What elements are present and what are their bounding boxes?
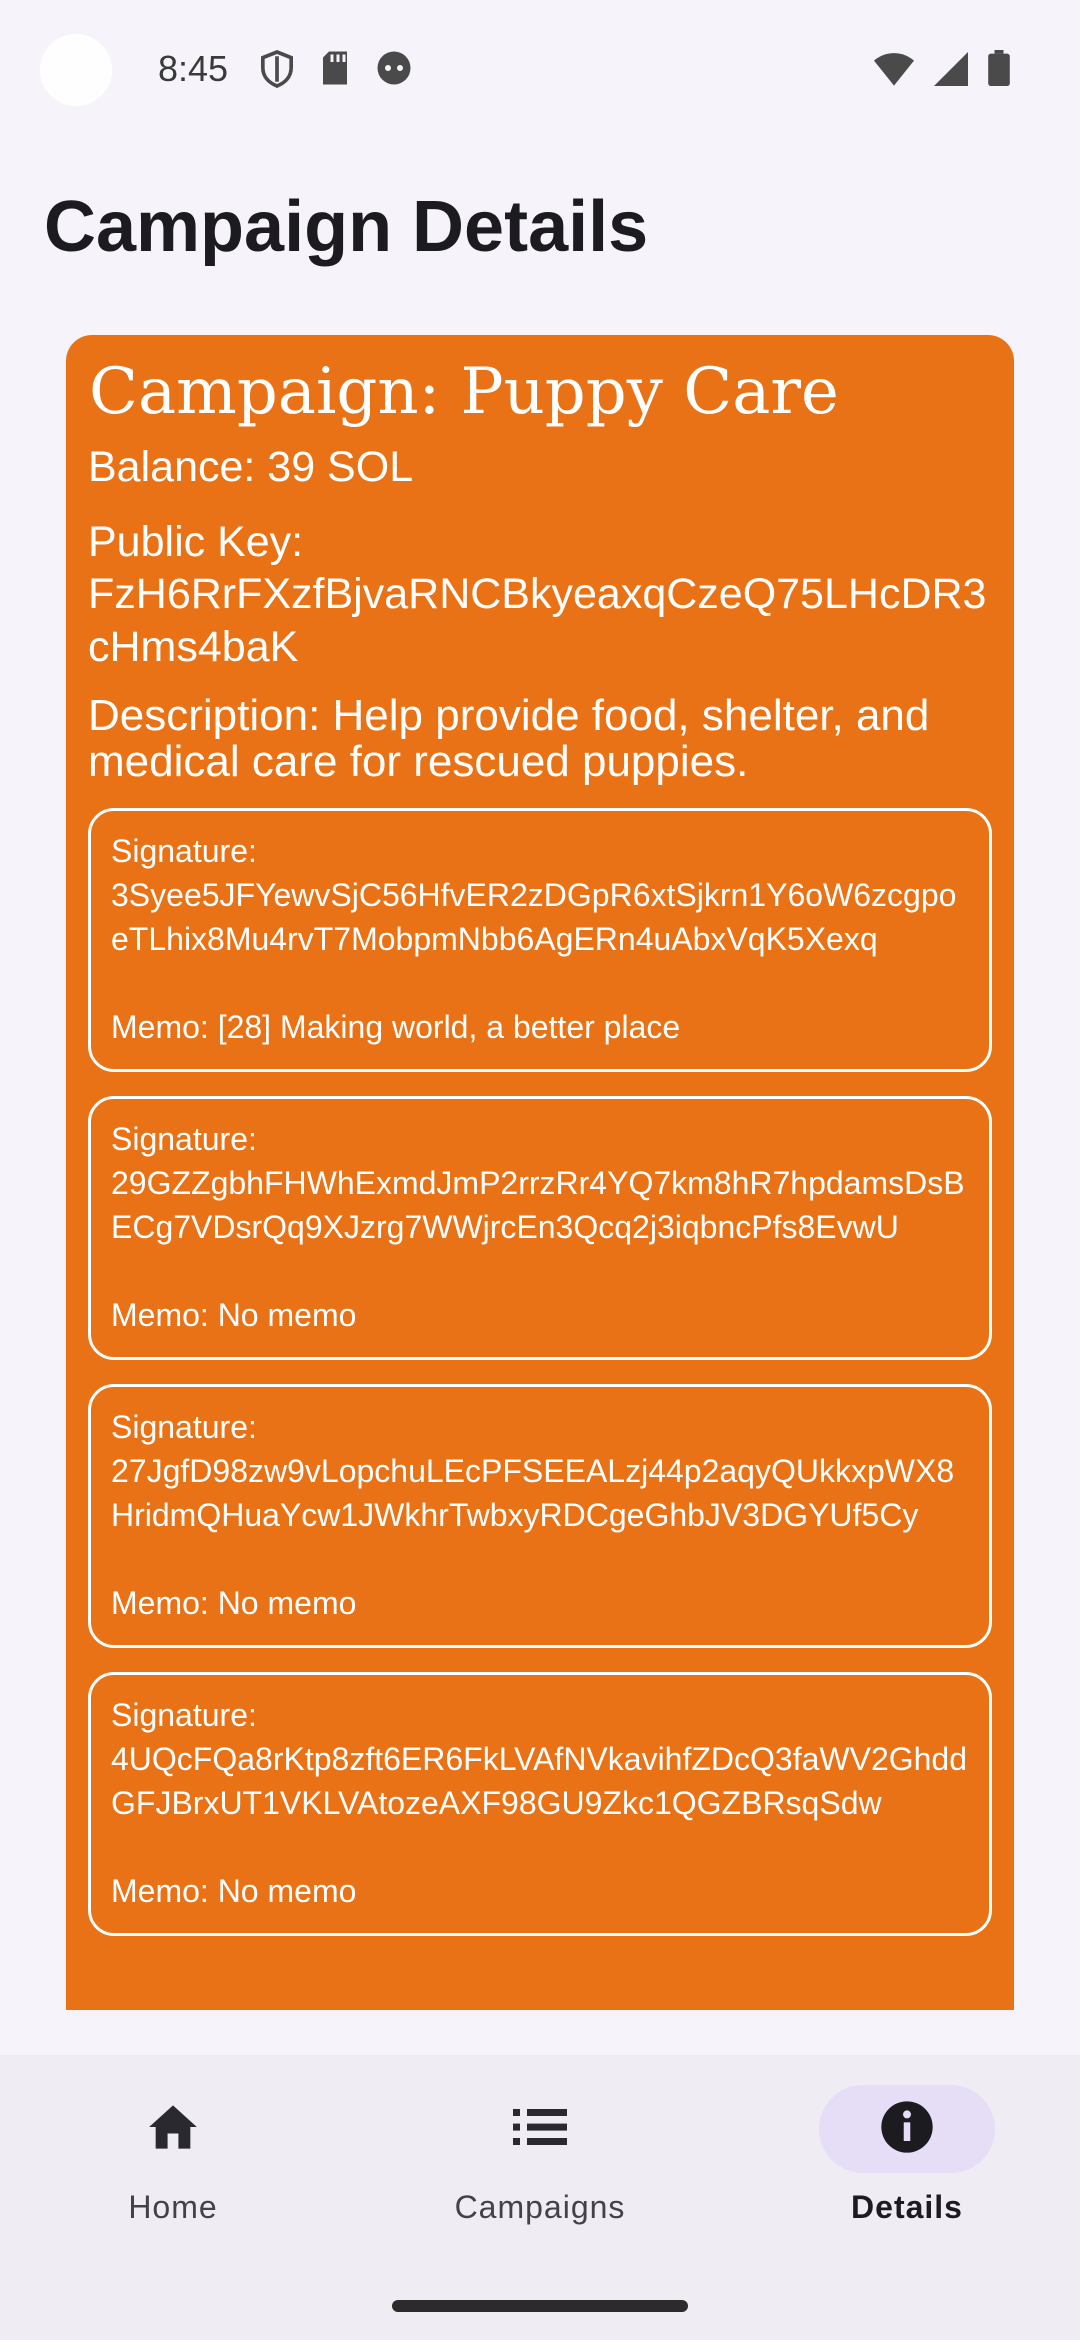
transaction-card — [88, 808, 992, 1072]
nav-item-campaigns[interactable] — [440, 2085, 640, 2226]
nav-item-details[interactable] — [807, 2085, 1007, 2226]
signature-value: 29GZZgbhFHWhExmdJmP2rrzRr4YQ7km8hR7hpdamsDsBECg7VDsrQq9XJzrg7WWjrcEn3Qcq2j3iqbncPfs8EvwU — [111, 1164, 965, 1245]
transaction-memo: Memo: No memo — [111, 1296, 357, 1333]
nav-pill-home — [85, 2085, 261, 2173]
battery-icon — [988, 50, 1010, 90]
details-scroll-area[interactable] — [0, 335, 1080, 2010]
nav-item-home[interactable] — [73, 2085, 273, 2226]
bottom-navigation — [0, 2055, 1080, 2340]
list-icon — [513, 2107, 567, 2151]
android-face-icon — [376, 50, 412, 92]
campaign-card — [66, 335, 1014, 2010]
signature-label: Signature: — [111, 1696, 257, 1733]
wifi-icon — [874, 52, 914, 90]
transaction-memo: Memo: No memo — [111, 1584, 357, 1621]
transaction-memo: Memo: [28] Making world, a better place — [111, 1008, 681, 1045]
signature-value: 27JgfD98zw9vLopchuLEcPFSEEALzj44p2aqyQUkkxpWX8HridmQHuaYcw1JWkhrTwbxyRDCgeGhbJV3DGYUf5Cy — [111, 1452, 955, 1533]
signature-value: 3Syee5JFYewvSjC56HfvER2zDGpR6xtSjkrn1Y6oW6zcgpoeTLhix8Mu4rvT7MobpmNbb6AgERn4uAbxVqK5Xexq — [111, 876, 957, 957]
signature-value: 4UQcFQa8rKtp8zft6ER6FkLVAfNVkavihfZDcQ3faWV2GhddGFJBrxUT1VKLVAtozeAXF98GU9Zkc1QGZBRsqSdw — [111, 1740, 968, 1821]
nav-label-campaigns: Campaigns — [454, 2189, 626, 2225]
campaign-balance: Balance: 39 SOL — [88, 443, 414, 492]
campaign-description: Description: Help provide food, shelter, and medical care for rescued puppies. — [88, 691, 930, 786]
transaction-card — [88, 1672, 992, 1936]
sd-card-icon — [320, 50, 350, 92]
page-title: Campaign Details — [44, 187, 649, 267]
public-key-value: FzH6RrFXzfBjvaRNCBkyeaxqCzeQ75LHcDR3cHms4baK — [88, 570, 987, 671]
nav-label-details: Details — [851, 2189, 963, 2225]
signal-icon — [934, 52, 968, 90]
camera-cutout — [40, 34, 112, 106]
info-icon — [879, 2099, 935, 2159]
shield-icon — [260, 50, 294, 92]
home-indicator[interactable] — [392, 2300, 688, 2312]
transaction-memo: Memo: No memo — [111, 1872, 357, 1909]
signature-label: Signature: — [111, 1408, 257, 1445]
transaction-card — [88, 1384, 992, 1648]
nav-pill-campaigns — [452, 2085, 628, 2173]
status-bar — [0, 0, 1080, 140]
campaign-name: Campaign: Puppy Care — [89, 355, 839, 429]
home-icon — [147, 2103, 199, 2155]
status-system-icons — [874, 50, 1010, 90]
nav-pill-details — [819, 2085, 995, 2173]
signature-label: Signature: — [111, 1120, 257, 1157]
public-key-label: Public Key: — [88, 517, 304, 566]
campaign-public-key — [88, 516, 992, 673]
signature-label: Signature: — [111, 832, 257, 869]
transaction-card — [88, 1096, 992, 1360]
status-time: 8:45 — [158, 48, 229, 89]
status-notification-icons — [260, 50, 412, 92]
nav-label-home: Home — [128, 2189, 218, 2225]
